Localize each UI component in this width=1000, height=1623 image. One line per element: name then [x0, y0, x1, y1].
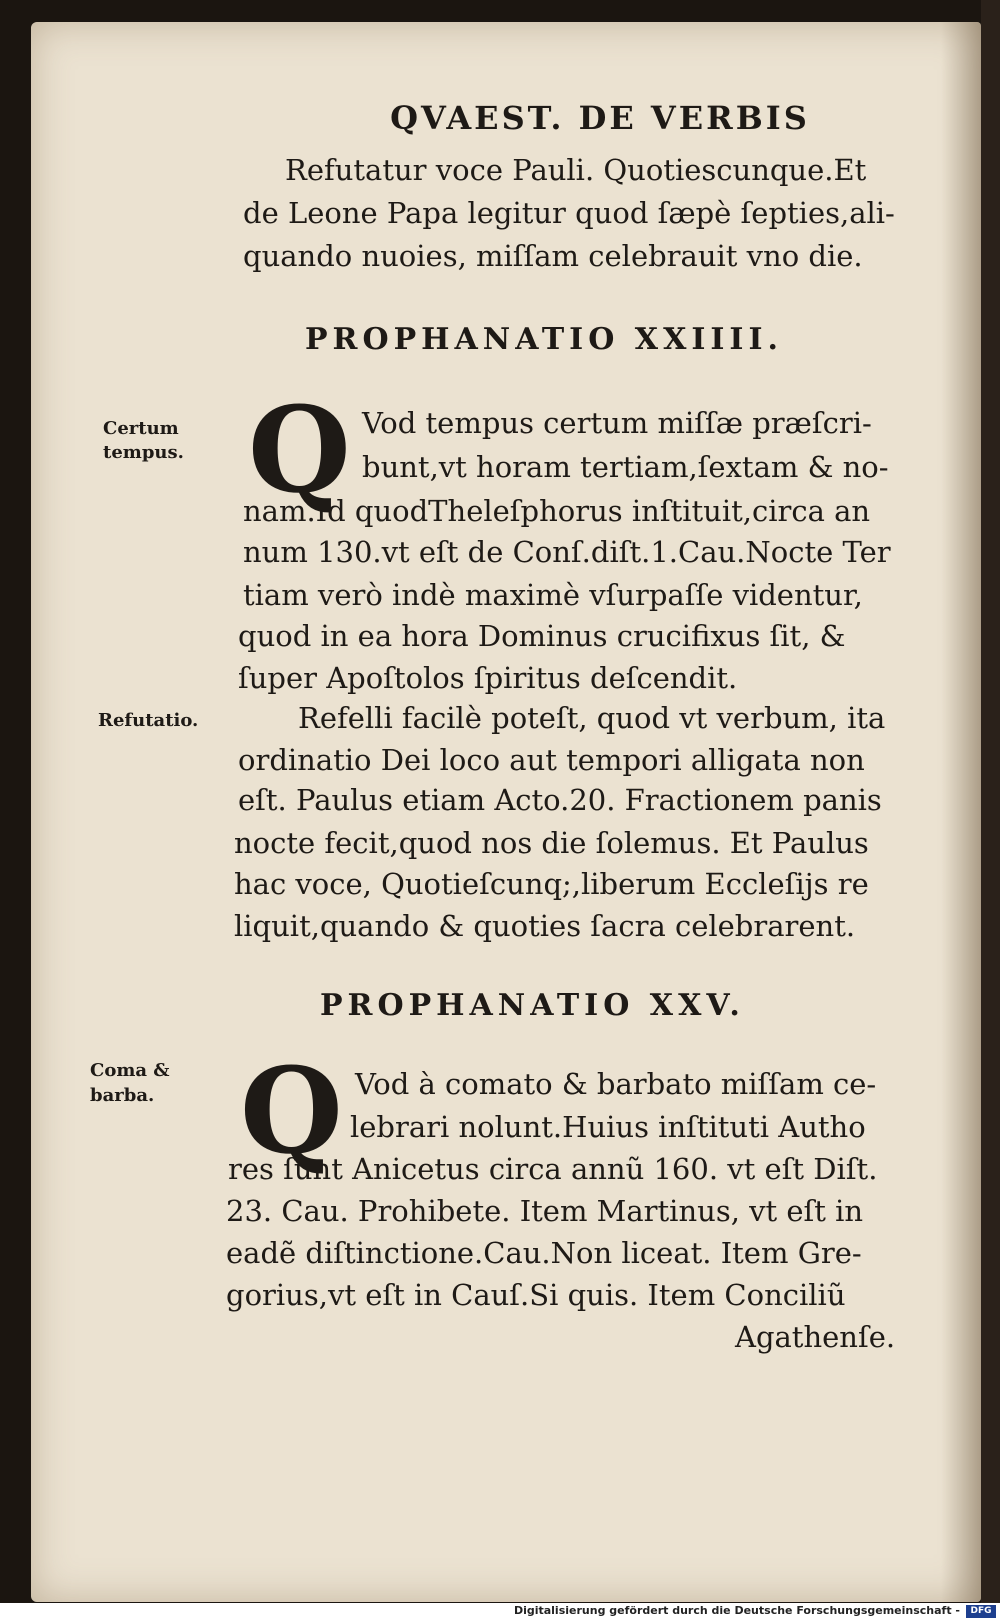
- text-line: nocte fecit,quod nos die ſolemus. Et Paulus: [234, 826, 869, 860]
- text-line: bunt,vt horam tertiam,ſextam & no-: [362, 450, 889, 484]
- dfg-logo: DFG: [966, 1605, 996, 1618]
- text-line: Vod tempus certum miſſæ præſcri-: [362, 406, 872, 440]
- text-line: liquit,quando & quoties ſacra celebrarent.: [234, 909, 856, 943]
- text-line: quando nuoies, miſſam celebrauit vno die.: [243, 239, 863, 273]
- margin-note: barba.: [90, 1085, 155, 1106]
- text-line: ordinatio Dei loco aut tempori alligata non: [238, 743, 865, 777]
- text-line: 23. Cau. Prohibete. Item Martinus, vt eſt in: [226, 1194, 864, 1228]
- text-line: num 130.vt eſt de Conſ.diſt.1.Cau.Nocte Ter: [243, 535, 891, 569]
- text-line: lebrari nolunt.Huius inſtituti Autho: [350, 1110, 866, 1144]
- book-edge: [981, 0, 1000, 1623]
- footer-credit: Digitalisierung gefördert durch die Deutsche Forschungsgemeinschaft -: [513, 1604, 960, 1617]
- text-line: ſuper Apoſtolos ſpiritus deſcendit.: [238, 661, 738, 695]
- text-line: Agathenſe.: [735, 1320, 896, 1354]
- text-line: Refelli facilè poteſt, quod vt verbum, ita: [298, 701, 886, 735]
- margin-note: Certum: [103, 418, 179, 439]
- text-line: Vod à comato & barbato miſſam ce-: [355, 1067, 877, 1101]
- margin-note: Refutatio.: [98, 710, 199, 731]
- text-line: res ſunt Anicetus circa annũ 160. vt eſt Diſt.: [228, 1152, 878, 1186]
- text-line: eadẽ diſtinctione.Cau.Non liceat. Item Gre-: [226, 1236, 862, 1270]
- text-line: eſt. Paulus etiam Acto.20. Fractionem panis: [238, 783, 882, 817]
- running-header: QVAEST. DE VERBIS: [390, 99, 810, 137]
- margin-note: Coma &: [90, 1060, 170, 1081]
- section-heading: PROPHANATIO XXV.: [320, 988, 745, 1023]
- margin-note: tempus.: [103, 442, 184, 463]
- drop-cap: Q: [248, 380, 351, 519]
- text-line: tiam verò indè maximè vſurpaſſe videntur,: [243, 578, 863, 612]
- text-line: de Leone Papa legitur quod ſæpè ſepties,ali-: [243, 196, 895, 230]
- text-line: Refutatur voce Pauli. Quotiescunque.Et: [285, 153, 867, 187]
- text-line: gorius,vt eſt in Cauſ.Si quis. Item Conciliũ: [226, 1278, 846, 1312]
- text-line: hac voce, Quotieſcunq;,liberum Eccleſijs re: [234, 867, 869, 901]
- drop-cap: Q: [240, 1041, 343, 1180]
- text-line: nam.Id quodTheleſphorus inſtituit,circa an: [243, 494, 871, 528]
- section-heading: PROPHANATIO XXIIII.: [305, 322, 783, 357]
- text-line: quod in ea hora Dominus crucifixus ſit, &: [238, 619, 846, 653]
